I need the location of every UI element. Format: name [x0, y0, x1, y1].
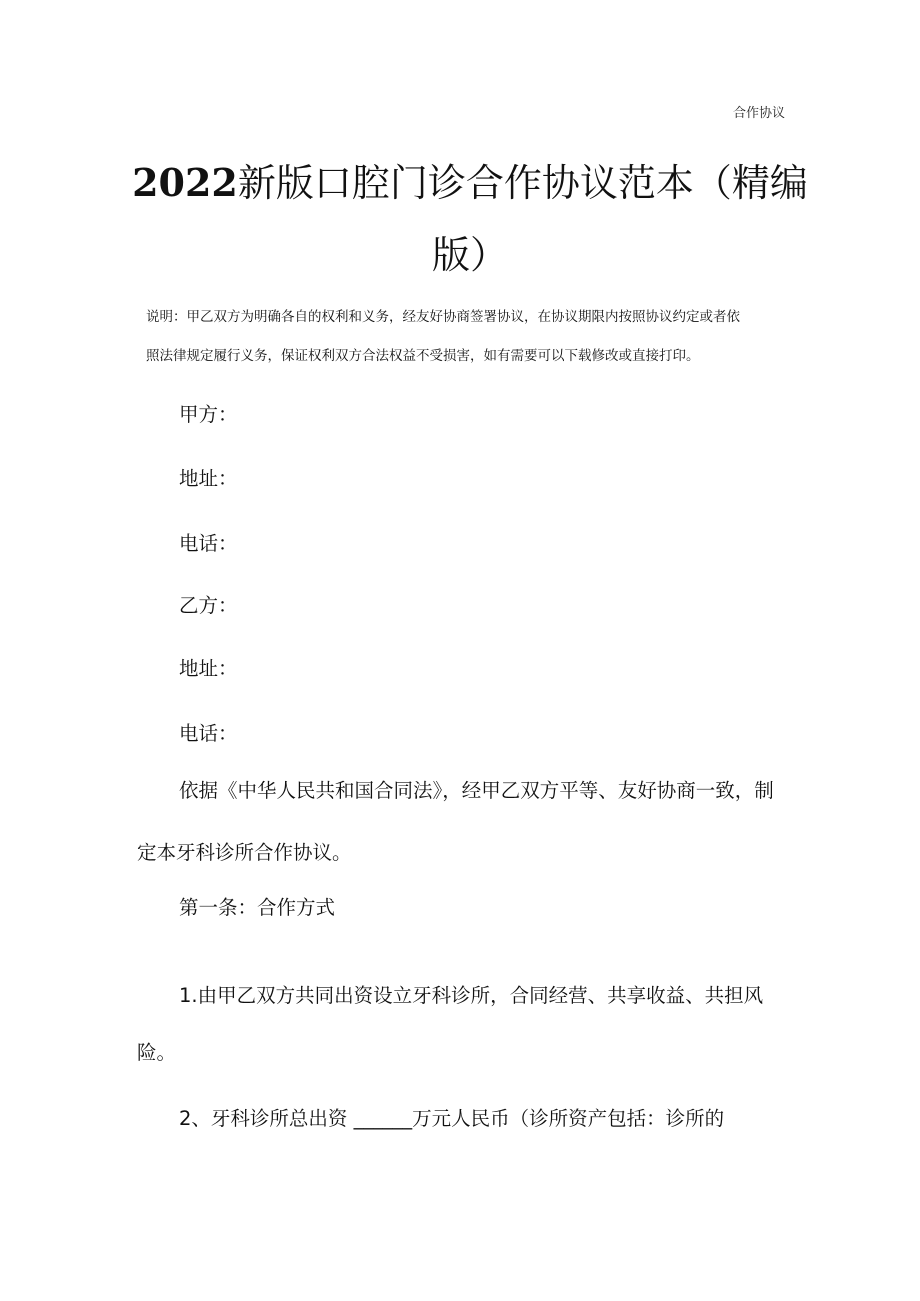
- clause-1-line-2: 险。: [137, 1041, 177, 1064]
- note-line-1: 说明：甲乙双方为明确各自的权利和义务，经友好协商签署协议，在协议期限内按照协议约定或者依: [146, 309, 740, 325]
- party-b-label: 乙方：: [179, 594, 238, 617]
- article-1-heading: 第一条：合作方式: [179, 896, 336, 919]
- party-a-phone-label: 电话：: [179, 532, 238, 555]
- party-b-address-label: 地址：: [179, 657, 238, 680]
- document-title-continued: 版）: [431, 233, 508, 277]
- clause-1-line-1: 1.由甲乙双方共同出资设立牙科诊所，合同经营、共享收益、共担风: [179, 984, 764, 1007]
- party-a-label: 甲方：: [179, 403, 238, 426]
- basis-paragraph-line-2: 定本牙科诊所合作协议。: [137, 841, 352, 864]
- document-title: [130, 160, 810, 205]
- party-b-phone-label: 电话：: [179, 722, 238, 745]
- title-year: 2022: [132, 160, 238, 205]
- header-tag: 合作协议: [732, 106, 785, 121]
- note-line-2: 照法律规定履行义务，保证权利双方合法权益不受损害，如有需要可以下载修改或直接打印。: [146, 348, 700, 364]
- clause-2-line-1: 2、牙科诊所总出资 ______万元人民币（诊所资产包括：诊所的: [179, 1107, 725, 1130]
- basis-paragraph-line-1: 依据《中华人民共和国合同法》，经甲乙双方平等、友好协商一致，制: [179, 779, 774, 802]
- party-a-address-label: 地址：: [179, 467, 238, 490]
- title-line1-text: 新版口腔门诊合作协议范本（精编: [237, 161, 808, 205]
